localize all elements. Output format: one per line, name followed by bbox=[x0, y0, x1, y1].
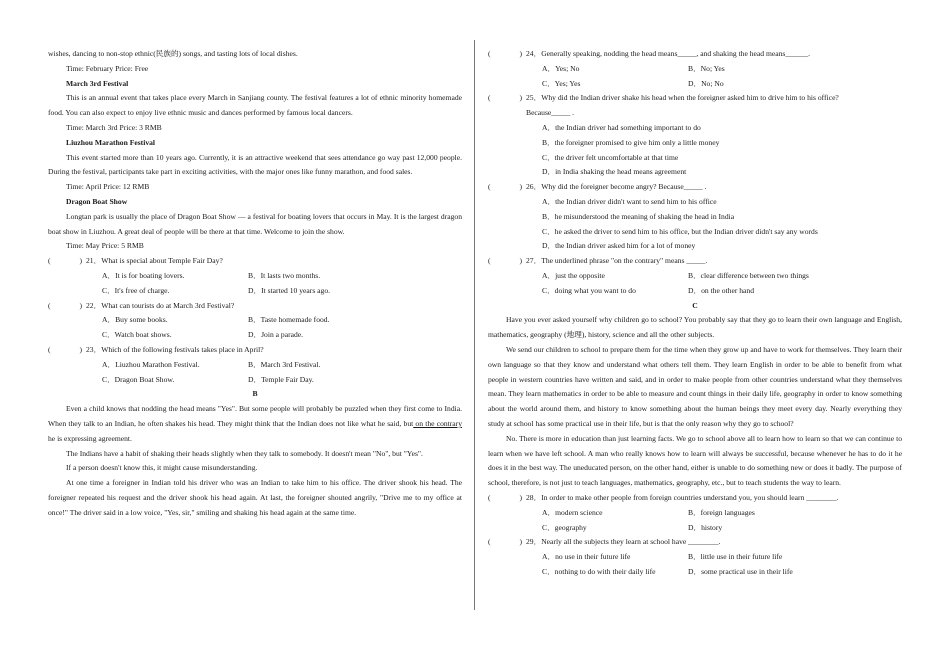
answer-blank: ( ) bbox=[488, 256, 522, 266]
options-row: A．no use in their future life B．little use in their future life bbox=[542, 552, 783, 562]
answer-blank: ( ) bbox=[488, 182, 522, 192]
right-column bbox=[488, 47, 902, 580]
paragraph: This is an annual event that takes place every March in Sanjiang county. The festival features a lot of ethnic minority homemade food. You can also expect to enjoy live ethnic music and dances performed by famous local dancers. bbox=[48, 93, 462, 118]
paragraph: No. There is more in education than just learning facts. We go to school above all to learn how to learn so that we can continue to learn when we have left school. A man who really knows how to learn will always be successful, because whenever he has to do it he does it in the best way. The uneducated person, on the other hand, either is unable to do something new or does it badly. The purpose of school, therefore, is not just to teach languages, mathematics, geography, etc., but to teach students the way to learn. bbox=[488, 433, 902, 488]
question-26: ( ) 26 ． Why did the foreigner become angry? Because_____ . bbox=[488, 180, 902, 195]
paragraph: wishes, dancing to non-stop ethnic(民族的) songs, and tasting lots of local dishes. bbox=[48, 49, 298, 58]
question-21: ( ) 21 ． What is special about Temple Fair Day? bbox=[48, 254, 462, 269]
paragraph: If a person doesn't know this, it might cause misunderstanding. bbox=[66, 463, 258, 473]
question-27: ( ) 27 ． The underlined phrase "on the contrary" means _____. bbox=[488, 254, 902, 269]
option: D．in India shaking the head means agreement bbox=[542, 167, 687, 177]
answer-blank: ( ) bbox=[48, 344, 82, 354]
options-row: C．Watch boat shows. D．Join a parade. bbox=[102, 330, 304, 340]
underlined-phrase: on the contrary bbox=[413, 418, 462, 428]
options-row: C．It's free of charge. D．It started 10 years ago. bbox=[102, 285, 331, 295]
question-25: ( ) 25 ． Why did the Indian driver shake his head when the foreigner asked him to drive him to his office? bbox=[488, 91, 902, 106]
option: B．the foreigner promised to give him only a little money bbox=[542, 137, 720, 147]
options-row: C．doing what you want to do D．on the other hand bbox=[542, 285, 755, 295]
answer-blank: ( ) bbox=[488, 49, 522, 58]
options-row: A．Yes; No B．No; Yes bbox=[542, 63, 725, 73]
paragraph: At one time a foreigner in Indian told his driver who was an Indian to take him to his office. The driver shook his head. The foreigner repeated his request and the driver shook his head again. At last, the foreigner shouted angrily, "Drive me to my office at once!" The driver said in a low voice, "Yes, sir," smiling and shaking his head again at the same time. bbox=[48, 478, 462, 517]
option: A．the Indian driver didn't want to send him to his office bbox=[542, 196, 717, 206]
paragraph: Longtan park is usually the place of Dragon Boat Show — a festival for boating lovers that occurs in May. It is the largest dragon boat show in Liuzhou. A great deal of people will be there at that time. Welcome to join the show. bbox=[48, 211, 462, 236]
options-row: C．Dragon Boat Show. D．Temple Fair Day. bbox=[102, 374, 314, 384]
options-row: C．nothing to do with their daily life D．some practical use in their life bbox=[542, 566, 793, 576]
options-row: A．It is for boating lovers. B．It lasts two months. bbox=[102, 270, 321, 280]
question-22: ( ) 22 ． What can tourists do at March 3rd Festival? bbox=[48, 299, 462, 314]
options-row: A．modern science B．foreign languages bbox=[542, 507, 755, 517]
option: D．the Indian driver asked him for a lot of money bbox=[542, 241, 696, 251]
answer-blank: ( ) bbox=[488, 492, 522, 502]
question-29: ( ) 29 ． Nearly all the subjects they learn at school have ________. bbox=[488, 535, 902, 550]
answer-blank: ( ) bbox=[488, 537, 522, 547]
event-heading: Liuzhou Marathon Festival bbox=[66, 137, 156, 147]
section-heading: B bbox=[252, 389, 258, 399]
paragraph: Even a child knows that nodding the head means "Yes". But some people will probably be puzzled when they first come to India. When they talk to an Indian, he often shakes his head. They might think that the Indian does not like what he said, but on the contrary he is expressing agreement. bbox=[48, 404, 462, 443]
option: C．he asked the driver to send him to his office, but the Indian driver didn't say any words bbox=[542, 226, 818, 236]
paragraph: This event started more than 10 years ago. Currently, it is an attractive weekend that sees attendance go way past 12,000 people. During the festival, participants take part in exciting activities, with the major ones like funny marathon, and food sales. bbox=[48, 152, 462, 177]
options-row: A．just the opposite B．clear difference between two things bbox=[542, 270, 809, 280]
answer-blank: ( ) bbox=[48, 300, 82, 310]
section-heading: C bbox=[692, 300, 698, 310]
question-24: ( ) 24 ． Generally speaking, nodding the head means_____, and shaking the head means______. bbox=[488, 47, 902, 62]
question-28: ( ) 28 ． In order to make other people from foreign countries understand you, you should learn ________. bbox=[488, 491, 902, 506]
option: B．he misunderstood the meaning of shaking the head in India bbox=[542, 211, 735, 221]
answer-blank: ( ) bbox=[48, 256, 82, 266]
option: A．the Indian driver had something important to do bbox=[542, 122, 701, 132]
question-stem-continued: Because_____ . bbox=[526, 108, 575, 118]
option: C．the driver felt uncomfortable at that time bbox=[542, 152, 679, 162]
event-heading: March 3rd Festival bbox=[66, 78, 129, 88]
options-row: C．Yes; Yes D．No; No bbox=[542, 78, 724, 88]
answer-blank: ( ) bbox=[488, 93, 522, 103]
paragraph: The Indians have a habit of shaking their heads slightly when they talk to somebody. It doesn't mean "No", but "Yes". bbox=[66, 448, 423, 458]
question-23: ( ) 23 ． Which of the following festivals takes place in April? bbox=[48, 343, 462, 358]
event-meta: Time: May Price: 5 RMB bbox=[66, 241, 144, 251]
options-row: C．geography D．history bbox=[542, 522, 723, 532]
event-meta: Time: February Price: Free bbox=[66, 63, 149, 73]
paragraph: Have you ever asked yourself why children go to school? You probably say that they go to learn their own language and English, mathematics, geography (地理), history, science and all the other subjects. bbox=[488, 315, 902, 340]
options-row: A．Buy some books. B．Taste homemade food. bbox=[102, 315, 330, 325]
event-meta: Time: April Price: 12 RMB bbox=[66, 182, 150, 192]
event-heading: Dragon Boat Show bbox=[66, 196, 128, 206]
column-divider bbox=[474, 40, 475, 610]
left-column bbox=[48, 47, 462, 521]
options-row: A．Liuzhou Marathon Festival. B．March 3rd Festival. bbox=[102, 359, 321, 369]
event-meta: Time: March 3rd Price: 3 RMB bbox=[66, 122, 162, 132]
paragraph: We send our children to school to prepare them for the time when they grow up and have to work for themselves. They learn their own language so that they know and understand what others tell them. They learn English in order to be able to benefit from what people in western countries have written and said, and in order to make people from other countries understand what they themselves mean. They learn mathematics in order to be able to measure and count things in their daily life, geography in order to know something about the world around them, and history to know something about the human beings they meet every day. Nearly everything they study at school has some practical use in their life, but is that the only reason why they go to school? bbox=[488, 344, 902, 428]
